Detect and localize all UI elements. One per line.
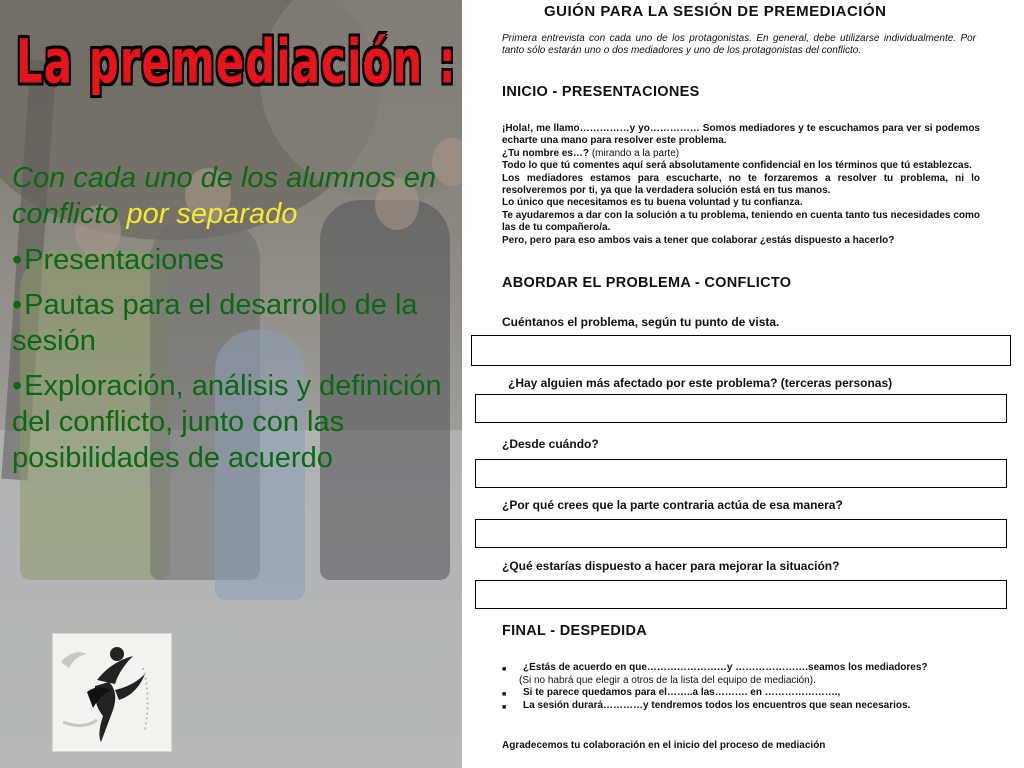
slide-title: La premediación :	[16, 26, 457, 98]
slide-intro-text: Con cada uno de los alumnos en conflicto	[12, 162, 437, 230]
answer-field[interactable]	[475, 459, 1007, 488]
bullet-dot: •	[12, 289, 23, 321]
slide-intro	[12, 160, 457, 232]
slide-bullet-list	[12, 242, 457, 476]
inicio-line: Todo lo que tú comentes aquí será absolutamente confidencial en los términos que tú establezcas.	[502, 160, 972, 172]
answer-field[interactable]	[471, 335, 1011, 366]
inicio-question: ¿Tu nombre es…?	[502, 147, 590, 159]
final-list-item	[502, 662, 972, 675]
inicio-line: ¡Hola!, me llamo……………y yo…………… Somos mediadores y te escuchamos para ver si podemos echarte una mano para resolver este problema.	[502, 123, 980, 147]
inicio-line	[502, 148, 980, 160]
slide-bullet-text: Presentaciones	[24, 244, 225, 276]
bullet-dot: •	[12, 244, 23, 276]
slide-bullet-text: Pautas para el desarrollo de la sesión	[12, 289, 418, 357]
final-item-text: ¿Estás de acuerdo en que……………………y ………………….seamos los mediadores?	[523, 662, 928, 673]
final-item-text: La sesión durará…………y tendremos todos los encuentros que sean necesarios.	[523, 699, 911, 711]
answer-field[interactable]	[475, 394, 1007, 423]
mediation-figure-logo	[52, 633, 172, 752]
mediation-figure-icon	[53, 634, 171, 751]
slide-bullet-text: Exploración, análisis y definición del conflicto, junto con las posibilidades de acuerdo	[12, 370, 442, 474]
section-heading-inicio: INICIO - PRESENTACIONES	[502, 84, 700, 100]
final-item-text: Si te parece quedamos para el……..a las………. en ………………….,	[523, 687, 841, 698]
final-list	[502, 662, 972, 712]
question-label: ¿Por qué crees que la parte contraria actúa de esa manera?	[502, 498, 843, 512]
square-bullet-icon: ■	[502, 666, 507, 673]
final-list-item	[502, 700, 972, 713]
document-title: GUIÓN PARA LA SESIÓN DE PREMEDIACIÓN	[544, 3, 887, 20]
answer-field[interactable]	[475, 580, 1007, 609]
final-list-note: (Si no habrá que elegir a otros de la lista del equipo de mediación).	[519, 674, 816, 686]
inicio-paragraph	[502, 123, 980, 247]
slide-body	[12, 160, 457, 485]
inicio-line: Pero, pero para eso ambos vais a tener que colaborar ¿estás dispuesto a hacerlo?	[502, 234, 895, 246]
square-bullet-icon: ■	[502, 691, 507, 698]
closing-line: Agradecemos tu colaboración en el inicio del proceso de mediación	[502, 740, 826, 751]
slide-bullet	[12, 242, 457, 278]
question-label: Cuéntanos el problema, según tu punto de vista.	[502, 315, 780, 329]
inicio-note: (mirando a la parte)	[591, 147, 680, 159]
square-bullet-icon: ■	[502, 703, 507, 711]
question-label: ¿Hay alguien más afectado por este problema? (terceras personas)	[508, 376, 893, 390]
bullet-dot: •	[12, 370, 23, 402]
answer-field[interactable]	[475, 519, 1007, 548]
slide-intro-highlight: por separado	[126, 198, 298, 230]
final-list-item	[502, 687, 972, 700]
inicio-line: Te ayudaremos a dar con la solución a tu problema, teniendo en cuenta tanto tus necesidades como las de tu compañero/a.	[502, 209, 980, 234]
section-heading-abordar: ABORDAR EL PROBLEMA - CONFLICTO	[502, 275, 792, 291]
inicio-line: Lo único que necesitamos es tu buena voluntad y tu confianza.	[502, 197, 803, 209]
question-label: ¿Qué estarías dispuesto a hacer para mejorar la situación?	[502, 559, 840, 573]
document-intro: Primera entrevista con cada uno de los protagonistas. En general, debe utilizarse individualmente. Por tanto sólo estarán uno o dos mediadores y uno de los protagonistas del conflicto.	[502, 33, 976, 56]
inicio-line: Los mediadores estamos para escucharte, no te forzaremos a resolver tu problema, ni lo resolveremos por ti, ya que la verdadera solución está en tus manos.	[502, 172, 980, 197]
premediation-script-document	[462, 0, 1024, 768]
slide-bullet	[12, 287, 457, 359]
section-heading-final: FINAL - DESPEDIDA	[502, 623, 648, 639]
slide-bullet	[12, 368, 457, 476]
question-label: ¿Desde cuándo?	[502, 437, 599, 451]
